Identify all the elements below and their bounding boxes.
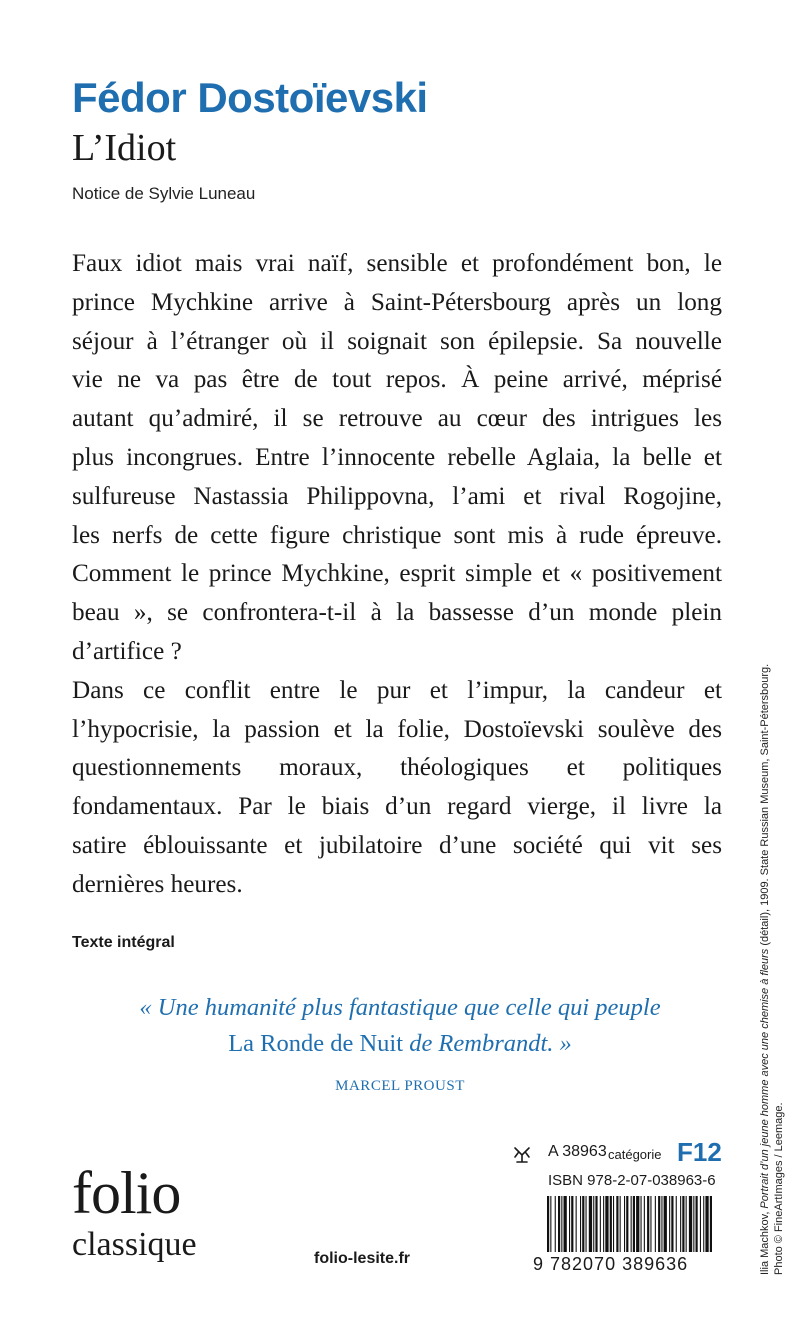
author-name: Fédor Dostoïevski xyxy=(72,74,428,121)
notice-credit: Notice de Sylvie Luneau xyxy=(72,184,256,203)
barcode-bar xyxy=(593,1196,594,1252)
barcode-bar xyxy=(595,1196,597,1252)
credit-artwork: Portrait d’un jeune homme avec une chemise à fleurs xyxy=(759,948,771,1209)
barcode-bar xyxy=(558,1196,560,1252)
blurb-line: dernières heures. xyxy=(72,870,243,898)
blurb-line: satire éblouissante et jubilatoire d’une société qui vit ses xyxy=(72,831,722,859)
barcode-bar xyxy=(644,1196,645,1252)
barcode-bar xyxy=(710,1196,712,1252)
barcode-bar xyxy=(682,1196,684,1252)
credit-photo: Photo © FineArtImages / Leemage. xyxy=(773,1102,785,1275)
barcode-bar xyxy=(647,1196,649,1252)
barcode-bar xyxy=(571,1196,573,1252)
quote-painting: La Ronde de Nuit xyxy=(228,1030,404,1057)
blurb xyxy=(72,245,722,905)
quote-author: MARCEL PROUST xyxy=(335,1078,465,1094)
blurb-line: Comment le prince Mychkine, esprit simple et « positivement xyxy=(72,560,722,588)
barcode-bar xyxy=(676,1196,677,1252)
barcode-bar xyxy=(576,1196,577,1252)
barcode-bar xyxy=(610,1196,612,1252)
barcode-bar xyxy=(569,1196,570,1252)
barcode-bar xyxy=(580,1196,581,1252)
catalog-number: A 38963 xyxy=(548,1143,607,1160)
barcode xyxy=(545,1196,715,1252)
barcode-bar xyxy=(613,1196,614,1252)
blurb-line: fondamentaux. Par le biais d’un regard vierge, il livre la xyxy=(72,793,722,821)
blurb-line: vie ne va pas être de tout repos. À peine arrivé, méprisé xyxy=(72,366,722,394)
website: folio-lesite.fr xyxy=(314,1250,411,1267)
credit-artist: Ilia Machkov, xyxy=(759,1208,771,1275)
barcode-bar xyxy=(664,1196,667,1252)
blurb-line: autant qu’admiré, il se retrouve au cœur des intrigues les xyxy=(72,405,722,433)
category-label: catégorie xyxy=(608,1147,662,1162)
blurb-line: prince Mychkine arrive à Saint-Pétersbourg après un long xyxy=(72,288,722,316)
blurb-line: Dans ce conflit entre le pur et l’impur, la candeur et xyxy=(72,676,722,704)
blurb-line: sulfureuse Nastassia Philippovna, l’ami et rival Rogojine, xyxy=(72,482,722,510)
folio-logo: folio xyxy=(72,1160,181,1226)
barcode-bar xyxy=(605,1196,608,1252)
book-title: L’Idiot xyxy=(72,127,177,169)
barcode-bar xyxy=(603,1196,604,1252)
barcode-bar xyxy=(703,1196,704,1252)
barcode-bar xyxy=(555,1196,556,1252)
barcode-bar xyxy=(582,1196,584,1252)
barcode-bar xyxy=(658,1196,660,1252)
price-code: F12 xyxy=(677,1137,722,1167)
blurb-line: d’artifice ? xyxy=(72,637,182,665)
barcode-bar xyxy=(626,1196,628,1252)
barcode-bar xyxy=(589,1196,592,1252)
credit-source: (détail), 1909. State Russian Museum, Saint-Pétersbourg. xyxy=(759,663,771,949)
barcode-bar xyxy=(620,1196,621,1252)
barcode-bar xyxy=(641,1196,642,1252)
barcode-bar xyxy=(631,1196,632,1252)
barcode-bar xyxy=(586,1196,587,1252)
barcode-bar xyxy=(564,1196,567,1252)
barcode-bar xyxy=(696,1196,698,1252)
blurb-line: plus incongrues. Entre l’innocente rebelle Aglaia, la belle et xyxy=(72,443,722,471)
barcode-bar xyxy=(655,1196,656,1252)
gallimard-logo-icon xyxy=(512,1145,532,1165)
blurb-line: séjour à l’étranger où il soignait son épilepsie. Sa nouvelle xyxy=(72,327,722,355)
barcode-bar xyxy=(689,1196,692,1252)
quote-painter: de Rembrandt. » xyxy=(409,1030,572,1057)
barcode-bar xyxy=(680,1196,681,1252)
barcode-bar xyxy=(705,1196,708,1252)
blurb-line: Faux idiot mais vrai naïf, sensible et profondément bon, le xyxy=(72,250,722,277)
barcode-bar xyxy=(661,1196,662,1252)
blurb-line: les nerfs de cette figure christique sont mis à rude épreuve. xyxy=(72,521,722,549)
barcode-bar xyxy=(550,1196,551,1252)
barcode-bar xyxy=(616,1196,618,1252)
photo-credit xyxy=(758,664,786,1275)
barcode-bar xyxy=(636,1196,639,1252)
barcode-bar xyxy=(693,1196,694,1252)
integral-label: Texte intégral xyxy=(72,934,175,951)
quote-line-1: « Une humanité plus fantastique que celle qui peuple xyxy=(139,994,661,1021)
ean-number: 9 782070 389636 xyxy=(533,1254,689,1274)
barcode-bar xyxy=(600,1196,601,1252)
barcode-bar xyxy=(624,1196,625,1252)
barcode-bar xyxy=(669,1196,670,1252)
barcode-bar xyxy=(547,1196,549,1252)
barcode-bar xyxy=(650,1196,651,1252)
blurb-line: l’hypocrisie, la passion et la folie, Dostoïevski soulève des xyxy=(72,715,722,743)
quote-line-2 xyxy=(0,1030,800,1058)
barcode-bar xyxy=(686,1196,687,1252)
barcode-bar xyxy=(700,1196,701,1252)
barcode-bar xyxy=(633,1196,635,1252)
blurb-line: beau », se confrontera-t-il à la bassesse d’un monde plein xyxy=(72,599,722,627)
barcode-bar xyxy=(561,1196,562,1252)
barcode-bar xyxy=(671,1196,673,1252)
collection-name: classique xyxy=(72,1226,197,1263)
blurb-line: questionnements moraux, théologiques et politiques xyxy=(72,754,722,782)
isbn: ISBN 978-2-07-038963-6 xyxy=(548,1172,716,1189)
